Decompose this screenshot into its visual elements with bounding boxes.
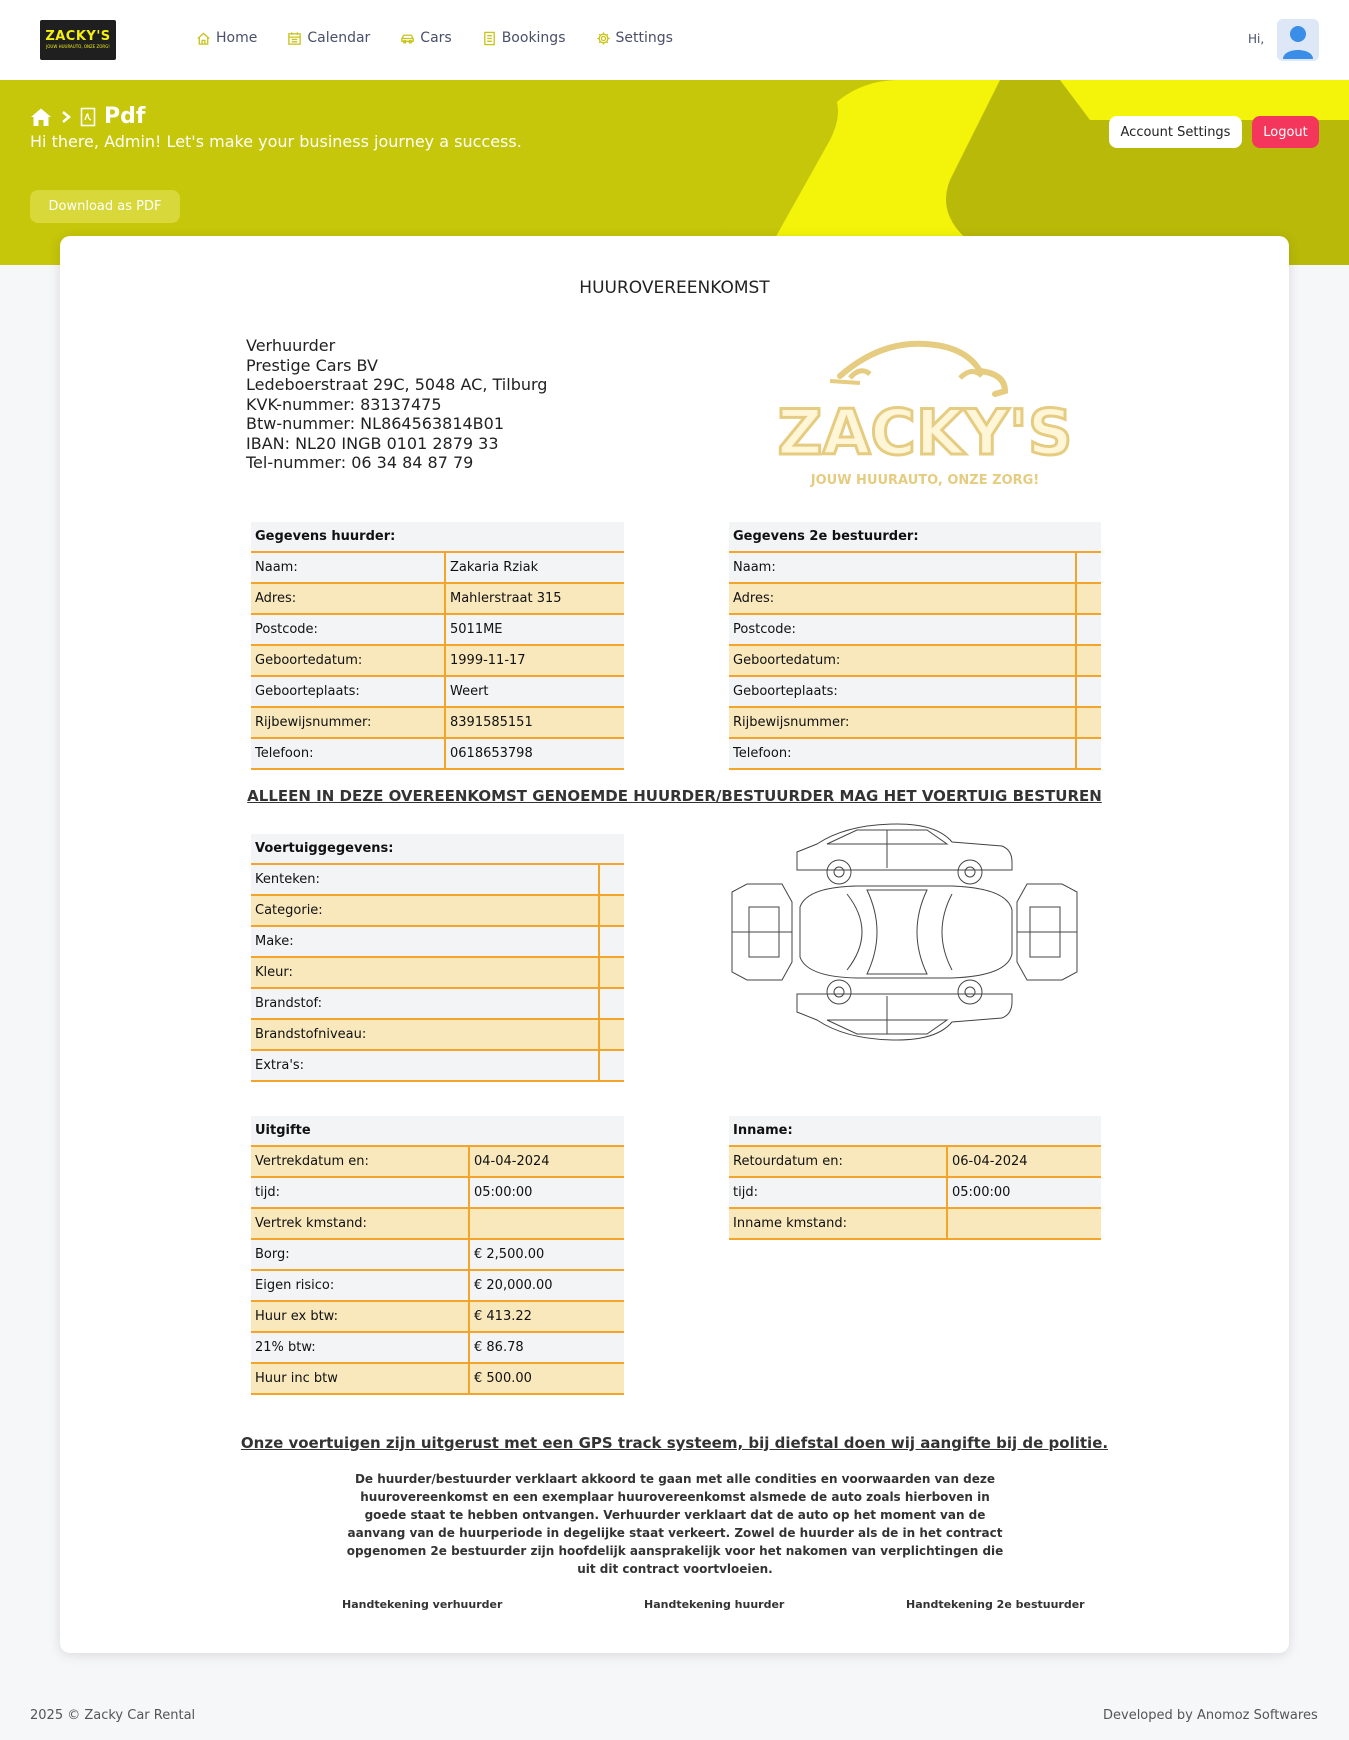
table-heading: Inname: bbox=[729, 1116, 1101, 1146]
field-value bbox=[469, 1208, 624, 1239]
field-value: Zakaria Rziak bbox=[445, 552, 624, 583]
nav-item-label: Home bbox=[216, 30, 258, 46]
field-value: Mahlerstraat 315 bbox=[445, 583, 624, 614]
lessor-line: KVK-nummer: 83137475 bbox=[246, 394, 442, 414]
main-nav bbox=[196, 30, 673, 46]
signature-lessor: Handtekening verhuurder bbox=[342, 1598, 503, 1611]
brand-logo-text: ZACKY'S bbox=[45, 29, 111, 44]
nav-item-home[interactable] bbox=[196, 30, 257, 46]
field-value: 06-04-2024 bbox=[947, 1146, 1101, 1177]
welcome-message: Hi there, Admin! Let's make your business journey a success. bbox=[30, 132, 522, 151]
nav-item-label: Bookings bbox=[501, 30, 566, 46]
table-heading: Voertuiggegevens: bbox=[251, 834, 624, 864]
field-label: Kenteken: bbox=[251, 864, 599, 895]
contract-card bbox=[60, 236, 1289, 1653]
car-icon bbox=[400, 31, 415, 46]
field-label: tijd: bbox=[729, 1177, 947, 1208]
field-label: Brandstof: bbox=[251, 988, 599, 1019]
field-value: 5011ME bbox=[445, 614, 624, 645]
nav-item-bookings[interactable] bbox=[482, 30, 566, 46]
chevron-right-icon bbox=[60, 110, 72, 124]
field-label: Adres: bbox=[729, 583, 1076, 614]
nav-item-label: Cars bbox=[420, 30, 452, 46]
lessor-line: Prestige Cars BV bbox=[246, 355, 378, 375]
car-front-view bbox=[732, 884, 792, 980]
field-value: € 86.78 bbox=[469, 1332, 624, 1363]
field-value: € 2,500.00 bbox=[469, 1239, 624, 1270]
car-side-bottom-view bbox=[797, 980, 1012, 1040]
footer-credit[interactable]: Developed by Anomoz Softwares bbox=[1103, 1708, 1318, 1723]
field-label: Categorie: bbox=[251, 895, 599, 926]
field-value bbox=[1076, 676, 1101, 707]
car-rear-view bbox=[1017, 884, 1077, 980]
declaration-text: De huurder/bestuurder verklaart akkoord te gaan met alle condities en voorwaarden van deze huurovereenkomst en een exemplaar huurovereenkomst alsmede de auto zoals hierboven in goede staat te hebben ontvangen. Verhuurder verklaart dat de auto op het moment van de aanvang van de huurperiode in degelijke staat verkeert. Zowel de huurder als de in het contract opgenomen 2e bestuurder zijn hoofdelijk aansprakelijk voor het nakomen van verplichtingen die uit dit contract voortvloeien. bbox=[346, 1472, 1004, 1576]
field-label: Vertrekdatum en: bbox=[251, 1146, 469, 1177]
table-heading: Gegevens 2e bestuurder: bbox=[729, 522, 1101, 552]
field-label: 21% btw: bbox=[251, 1332, 469, 1363]
field-value: 05:00:00 bbox=[469, 1177, 624, 1208]
nav-item-calendar[interactable] bbox=[287, 30, 370, 46]
field-value bbox=[599, 864, 624, 895]
pdf-file-icon bbox=[80, 107, 96, 127]
field-value bbox=[1076, 707, 1101, 738]
field-label: Extra's: bbox=[251, 1050, 599, 1081]
field-value: € 413.22 bbox=[469, 1301, 624, 1332]
field-label: Rijbewijsnummer: bbox=[251, 707, 445, 738]
nav-item-settings[interactable] bbox=[596, 30, 673, 46]
nav-item-label: Settings bbox=[615, 30, 673, 46]
field-label: Naam: bbox=[251, 552, 445, 583]
field-label: Brandstofniveau: bbox=[251, 1019, 599, 1050]
signature-second-driver: Handtekening 2e bestuurder bbox=[906, 1598, 1085, 1611]
field-value bbox=[1076, 645, 1101, 676]
field-value: 1999-11-17 bbox=[445, 645, 624, 676]
nav-item-label: Calendar bbox=[307, 30, 371, 46]
return-table bbox=[729, 1116, 1101, 1240]
field-label: Borg: bbox=[251, 1239, 469, 1270]
field-value: 0618653798 bbox=[445, 738, 624, 769]
footer-copyright: 2025 © Zacky Car Rental bbox=[30, 1708, 196, 1723]
field-value bbox=[599, 957, 624, 988]
account-settings-button[interactable]: Account Settings bbox=[1109, 116, 1242, 148]
field-value: € 500.00 bbox=[469, 1363, 624, 1394]
field-label: Geboortedatum: bbox=[729, 645, 1076, 676]
logo-wordmark: ZACKY'S bbox=[777, 396, 1073, 469]
driver-restriction-notice: ALLEEN IN DEZE OVEREENKOMST GENOEMDE HUURDER/BESTUURDER MAG HET VOERTUIG BESTUREN bbox=[247, 787, 1102, 805]
field-label: Huur inc btw bbox=[251, 1363, 469, 1394]
lessor-line: IBAN: NL20 INGB 0101 2879 33 bbox=[246, 433, 499, 453]
field-label: Kleur: bbox=[251, 957, 599, 988]
lessor-line: Btw-nummer: NL864563814B01 bbox=[246, 414, 505, 433]
nav-item-cars[interactable] bbox=[400, 30, 451, 46]
vehicle-table bbox=[251, 834, 624, 1082]
field-label: Retourdatum en: bbox=[729, 1146, 947, 1177]
field-value bbox=[599, 988, 624, 1019]
field-value: 04-04-2024 bbox=[469, 1146, 624, 1177]
field-label: Huur ex btw: bbox=[251, 1301, 469, 1332]
field-value: 05:00:00 bbox=[947, 1177, 1101, 1208]
field-value bbox=[599, 1050, 624, 1081]
logout-button[interactable]: Logout bbox=[1252, 116, 1319, 148]
field-value bbox=[947, 1208, 1101, 1239]
field-value: 8391585151 bbox=[445, 707, 624, 738]
gear-icon bbox=[596, 31, 611, 46]
renter-table bbox=[251, 522, 624, 770]
car-damage-diagram bbox=[727, 822, 1082, 1042]
field-label: Geboorteplaats: bbox=[251, 676, 445, 707]
breadcrumb bbox=[30, 104, 145, 129]
lessor-details bbox=[246, 336, 547, 473]
field-label: Telefoon: bbox=[729, 738, 1076, 769]
field-value bbox=[1076, 583, 1101, 614]
field-value bbox=[1076, 614, 1101, 645]
field-label: Postcode: bbox=[729, 614, 1076, 645]
user-avatar[interactable] bbox=[1277, 19, 1319, 61]
field-label: Naam: bbox=[729, 552, 1076, 583]
home-icon[interactable] bbox=[30, 107, 52, 127]
field-value bbox=[599, 1019, 624, 1050]
user-icon bbox=[1277, 19, 1319, 61]
field-label: Inname kmstand: bbox=[729, 1208, 947, 1239]
logo-tagline: JOUW HUURAUTO, ONZE ZORG! bbox=[810, 473, 1040, 488]
company-logo bbox=[760, 336, 1090, 496]
car-side-top-view bbox=[797, 824, 1012, 884]
calendar-icon bbox=[287, 31, 302, 46]
table-heading: Uitgifte bbox=[251, 1116, 624, 1146]
field-label: tijd: bbox=[251, 1177, 469, 1208]
field-value bbox=[1076, 738, 1101, 769]
table-heading: Gegevens huurder: bbox=[251, 522, 624, 552]
second-driver-table bbox=[729, 522, 1101, 770]
field-label: Make: bbox=[251, 926, 599, 957]
home-icon bbox=[196, 31, 211, 46]
field-label: Geboortedatum: bbox=[251, 645, 445, 676]
gps-notice: Onze voertuigen zijn uitgerust met een GPS track systeem, bij diefstal doen wij aangifte bij de politie. bbox=[240, 1434, 1109, 1452]
page-title: Pdf bbox=[104, 104, 146, 129]
field-value: Weert bbox=[445, 676, 624, 707]
field-value bbox=[599, 895, 624, 926]
field-value: € 20,000.00 bbox=[469, 1270, 624, 1301]
field-label: Vertrek kmstand: bbox=[251, 1208, 469, 1239]
brand-logo[interactable] bbox=[40, 20, 116, 60]
contract-title: HUUROVEREENKOMST bbox=[579, 278, 770, 298]
field-label: Rijbewijsnummer: bbox=[729, 707, 1076, 738]
bookings-icon bbox=[482, 31, 497, 46]
user-greeting: Hi, bbox=[1248, 32, 1265, 46]
field-label: Telefoon: bbox=[251, 738, 445, 769]
field-label: Geboorteplaats: bbox=[729, 676, 1076, 707]
lessor-line: Ledeboerstraat 29C, 5048 AC, Tilburg bbox=[246, 375, 548, 394]
car-top-view bbox=[800, 886, 1012, 978]
field-label: Postcode: bbox=[251, 614, 445, 645]
field-label: Adres: bbox=[251, 583, 445, 614]
download-pdf-button[interactable]: Download as PDF bbox=[30, 190, 180, 223]
field-value bbox=[599, 926, 624, 957]
field-value bbox=[1076, 552, 1101, 583]
brand-logo-tagline: JOUW HUURAUTO, ONZE ZORG! bbox=[46, 44, 110, 49]
lessor-line: Verhuurder bbox=[246, 336, 336, 355]
signature-renter: Handtekening huurder bbox=[644, 1598, 785, 1611]
issue-table bbox=[251, 1116, 624, 1395]
top-navbar bbox=[0, 0, 1349, 80]
field-label: Eigen risico: bbox=[251, 1270, 469, 1301]
lessor-line: Tel-nummer: 06 34 84 87 79 bbox=[246, 453, 474, 472]
